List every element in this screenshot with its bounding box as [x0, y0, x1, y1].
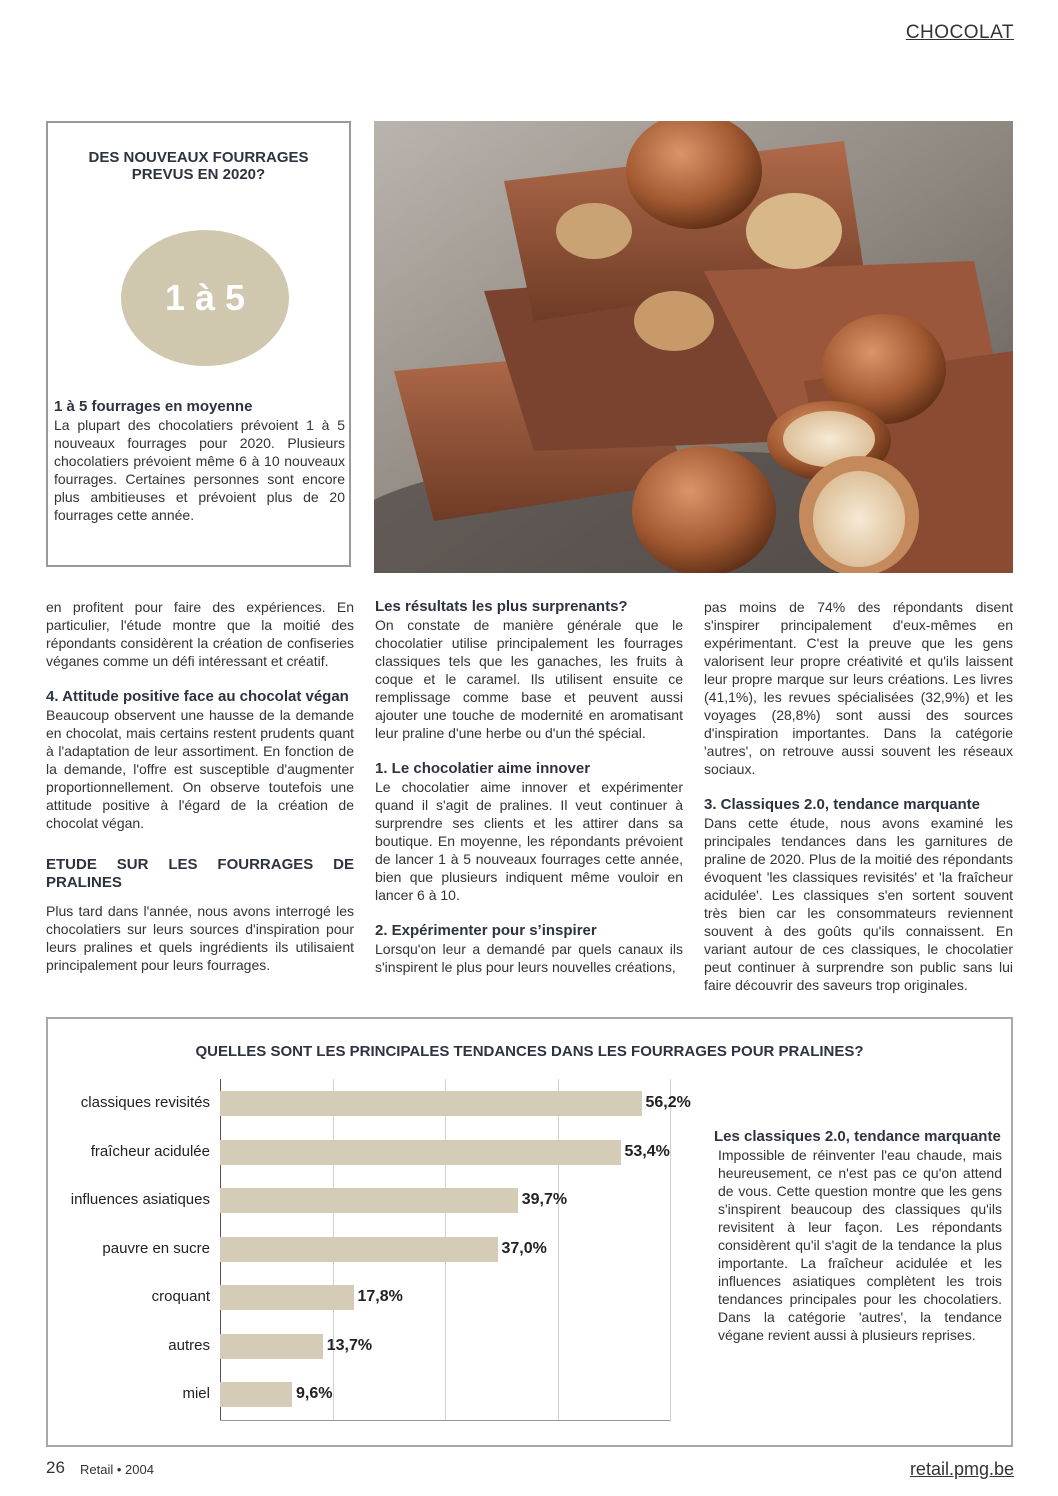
page-number: 26	[46, 1458, 65, 1477]
circle-value: 1 à 5	[164, 277, 246, 318]
bar	[220, 1285, 354, 1310]
bar	[220, 1188, 518, 1213]
col2-heading-experimenter: 2. Expérimenter pour s’inspirer	[375, 922, 597, 939]
article-column-1	[46, 598, 354, 974]
bar-value-label: 39,7%	[521, 1191, 568, 1208]
col3-paragraph-1: pas moins de 74% des répondants disent s'inspirer principalement d'eux-mêmes en expérimentant. C'est la preuve que les gens valorisent leur propre créativité et qu'ils laissent leur propre marque sur leurs créations. Les livres (41,1%), les revues spécialisées (32,9%) et les voyages (28,8%) sont aussi des sources d'inspiration importantes. Dans la catégorie 'autres', on retrouve aussi souvent les réseaux sociaux.	[704, 599, 1013, 777]
bar-value-label: 53,4%	[624, 1142, 670, 1160]
chocolate-hazelnut-photo	[374, 121, 1013, 573]
col1-paragraph-1: en profitent pour faire des expériences. En particulier, l'étude montre que la moitié des répondants considèrent la création de confiseries véganes comme un défi intéressant et créatif.	[46, 599, 354, 669]
article-column-3	[704, 598, 1013, 994]
bar-value-label: 37,0%	[501, 1239, 547, 1257]
bar-value-label: 9,6%	[296, 1385, 333, 1402]
col1-heading-etude: ETUDE SUR LES FOURRAGES DE PRALINES	[46, 856, 354, 891]
category-label: influences asiatiques	[70, 1191, 210, 1208]
category-label: pauvre en sucre	[102, 1239, 210, 1257]
bar	[220, 1140, 621, 1165]
chart-note-text: Impossible de réinventer l'eau chaude, mais heureusement, ce n'est pas ce qu'on attend de vous. Cette question montre que les gens s'inspirent beaucoup des classiques qu'ils revisitent à leur façon. Les répondants considèrent qu'il s'agit de la tendance la plus importante. La fraîcheur acidulée et les influences asiatiques complètent les trois tendances principales pour les chocolatiers. Dans la catégorie 'autres', la tendance végane revient aussi à plusieurs reprises.	[718, 1147, 1002, 1343]
bar	[220, 1334, 323, 1359]
highlight-circle	[121, 230, 289, 366]
sidebar-text: La plupart des chocolatiers prévoient 1 à 5 nouveaux fourrages pour 2020. Plusieurs chocolatiers prévoient même 6 à 10 nouveaux fourrages. Certaines personnes sont encore plus ambitieuses et prévoient plus de 20 fourrages cette année.	[54, 417, 345, 523]
section-label: CHOCOLAT	[905, 22, 1014, 43]
category-label: fraîcheur acidulée	[90, 1142, 210, 1160]
category-label: miel	[182, 1385, 210, 1402]
col3-heading-classiques: 3. Classiques 2.0, tendance marquante	[704, 796, 980, 813]
bar-value-label: 56,2%	[645, 1094, 691, 1111]
bar	[220, 1091, 642, 1116]
gridline	[558, 1079, 559, 1421]
col2-heading-innover: 1. Le chocolatier aime innover	[375, 760, 591, 777]
col2-heading-resultats: Les résultats les plus surprenants?	[375, 598, 628, 615]
bar-value-label: 13,7%	[326, 1336, 373, 1354]
bar-value-label: 17,8%	[357, 1288, 403, 1305]
article-column-2	[375, 598, 683, 976]
sidebar-heading: 1 à 5 fourrages en moyenne	[54, 398, 253, 415]
col1-paragraph-2: Beaucoup observent une hausse de la demande en chocolat, mais certains restent prudents quant à l'adaptation de leur assortiment. En fonction de la demande, l'offre est susceptible d'augmenter proportionnellement. On observe toutefois une attitude positive à l'égard de la création de chocolat végan.	[46, 707, 354, 831]
col2-paragraph-3: Lorsqu'on leur a demandé par quels canaux ils s'inspirent le plus pour leurs nouvelles créations,	[375, 941, 683, 975]
bar	[220, 1382, 292, 1407]
x-axis	[220, 1420, 670, 1421]
chart-note-heading: Les classiques 2.0, tendance marquante	[714, 1128, 1001, 1145]
bar	[220, 1237, 498, 1262]
category-label: classiques revisités	[80, 1094, 210, 1111]
col1-paragraph-3: Plus tard dans l'année, nous avons interrogé les chocolatiers sur leurs sources d'inspiration pour leurs pralines et quels ingrédients ils utilisaient principalement pour leurs fourrages.	[46, 903, 354, 973]
chart-box	[46, 1017, 1013, 1447]
category-label: croquant	[151, 1288, 210, 1305]
chart-title: QUELLES SONT LES PRINCIPALES TENDANCES DANS LES FOURRAGES POUR PRALINES?	[195, 1043, 864, 1060]
col1-heading-attitude: 4. Attitude positive face au chocolat végan	[46, 688, 349, 705]
sidebar-box	[46, 121, 351, 567]
col2-paragraph-2: Le chocolatier aime innover et expérimenter quand il s'agit de pralines. Il veut continuer à surprendre ses clients et les attirer dans sa boutique. En moyenne, les répondants prévoient de lancer 1 à 5 nouveaux fourrages cette année, bien que plusieurs indiquent même vouloir en lancer 6 à 10.	[375, 779, 683, 903]
category-label: autres	[168, 1336, 210, 1354]
sidebar-title: DES NOUVEAUX FOURRAGES PREVUS EN 2020?	[88, 149, 309, 183]
gridline	[670, 1079, 671, 1421]
col3-paragraph-2: Dans cette étude, nous avons examiné les principales tendances dans les garnitures de praline de 2020. Plus de la moitié des répondants évoquent 'les classiques revisités' et 'la fraîcheur acidulée'. Les classiques s'en sortent souvent très bien car les consommateurs reviennent souvent à des goûts qu'ils connaissent. En variant autour de ces classiques, le chocolatier peut continuer à surprendre son public sans lui faire découvrir des saveurs trop originales.	[704, 815, 1013, 993]
website-link[interactable]: retail.pmg.be	[909, 1459, 1014, 1479]
col2-paragraph-1: On constate de manière générale que le chocolatier utilise principalement les fourrages classiques tels que les ganaches, les fruits à coque et le caramel. Ils utilisent ensuite ce remplissage comme base et peuvent aussi ajouter une touche de modernité en aromatisant leur praline d'une herbe ou d'un thé spécial.	[375, 617, 683, 741]
magazine-issue: Retail • 2004	[80, 1462, 154, 1477]
